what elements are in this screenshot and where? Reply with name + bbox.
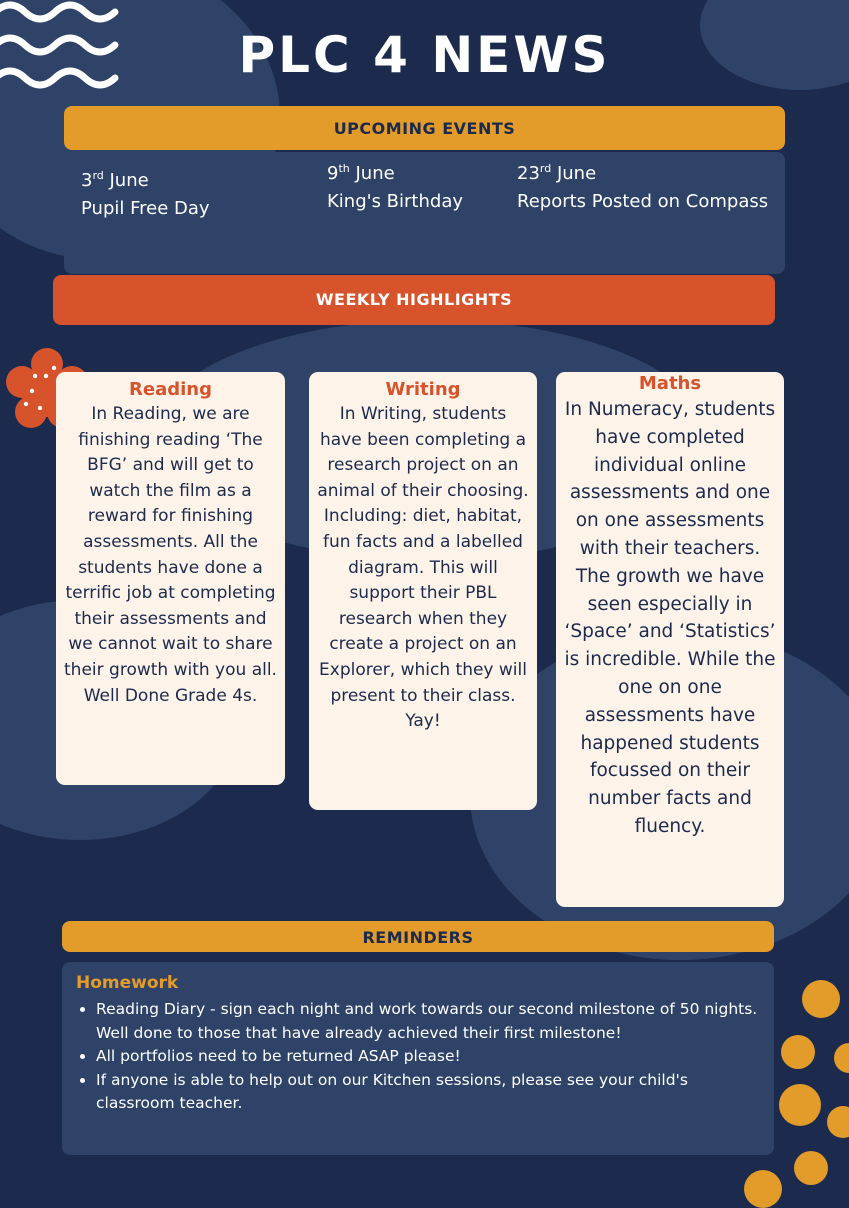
homework-heading: Homework xyxy=(76,973,179,993)
event-item xyxy=(81,162,210,223)
maths-card-body: In Numeracy, students have completed individual online assessments and one on one assessments with their teachers. The growth we have seen especially in ‘Space’ and ‘Statistics’ is incredible. While the one on one assessments have happened students focussed on their number facts and fluency. xyxy=(564,399,776,837)
event-date: 3rd June xyxy=(81,169,149,191)
maths-card xyxy=(556,372,784,907)
reading-card xyxy=(56,372,285,785)
reminders-heading: REMINDERS xyxy=(62,921,774,952)
reading-card-closing: Well Done Grade 4s. xyxy=(83,685,258,706)
writing-card-body: In Writing, students have been completing a research project on an animal of their choosing. Including: diet, habitat, fun facts and a labelled diagram. This will support their PBL research when they create a project on an Explorer, which they will present to their class. Yay! xyxy=(317,404,529,732)
event-item xyxy=(517,155,768,216)
list-item: • If anyone is able to help out on our Kitchen sessions, please see your child's classroom teacher. xyxy=(96,1069,760,1116)
page-title: PLC 4 NEWS xyxy=(238,26,611,84)
list-item: • Reading Diary - sign each night and work towards our second milestone of 50 nights. Well done to those that have already achieved their first milestone! xyxy=(96,998,760,1045)
reading-card-title: Reading xyxy=(129,379,212,400)
event-description: King's Birthday xyxy=(327,191,464,212)
event-item xyxy=(327,155,463,216)
reading-card-body: In Reading, we are finishing reading ‘The BFG’ and will get to watch the film as a reward for finishing assessments. All the students have done a terrific job at completing their assessments and we cannot wait to share their growth with you all. xyxy=(64,404,277,680)
list-item: • All portfolios need to be returned ASAP please! xyxy=(96,1045,760,1069)
writing-card xyxy=(309,372,537,810)
event-date: 23rd June xyxy=(517,162,597,184)
reminders-list xyxy=(76,998,760,1116)
reminders-panel xyxy=(62,962,774,1155)
upcoming-events-heading: UPCOMING EVENTS xyxy=(64,106,785,150)
maths-card-title: Maths xyxy=(638,373,702,394)
event-description: Pupil Free Day xyxy=(81,198,210,219)
event-date: 9th June xyxy=(327,162,395,184)
event-description: Reports Posted on Compass xyxy=(517,191,769,212)
writing-card-title: Writing xyxy=(385,379,461,400)
weekly-highlights-heading: WEEKLY HIGHLIGHTS xyxy=(53,275,775,325)
